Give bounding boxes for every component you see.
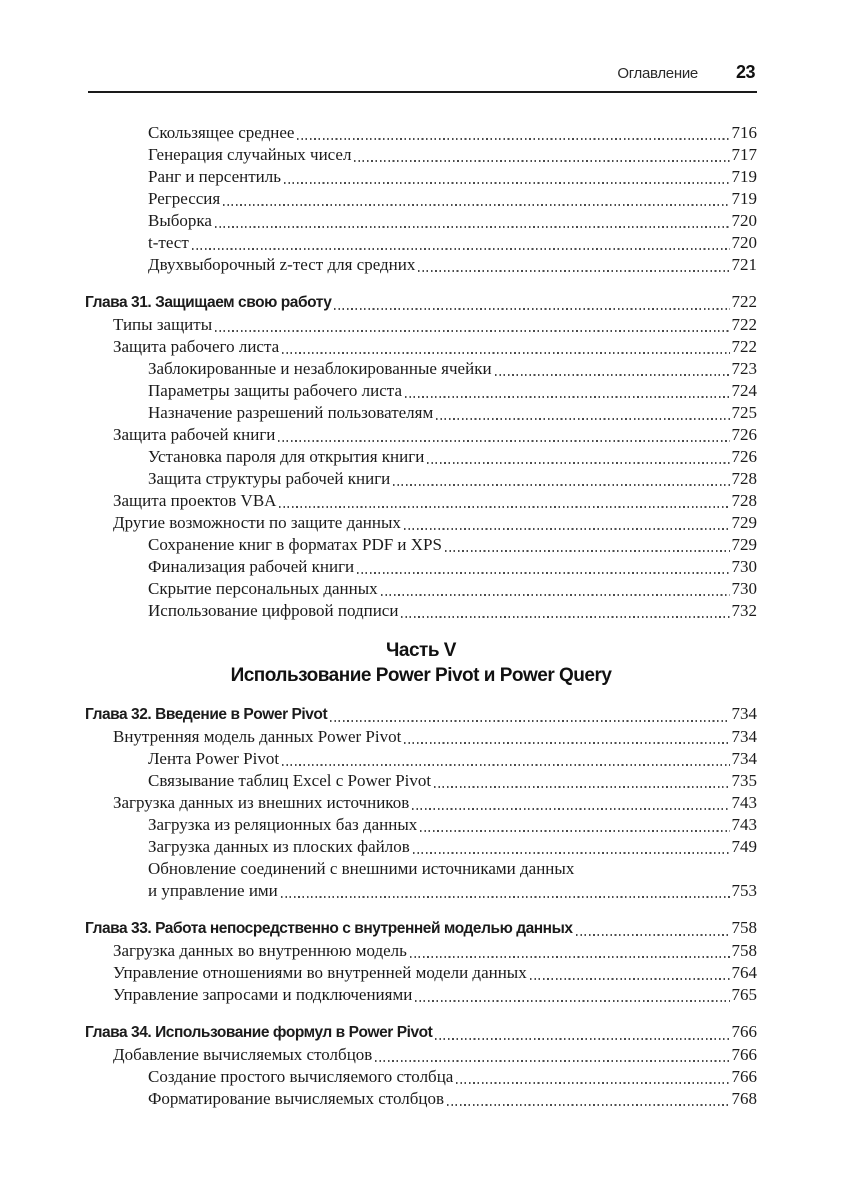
toc-entry-title: Параметры защиты рабочего листа [148,381,402,400]
dot-leader [420,830,729,832]
toc-entry-title: Типы защиты [113,315,213,334]
toc-entry-title: Внутренняя модель данных Power Pivot [113,727,402,746]
toc-entry-row [85,512,757,534]
toc-entry-row [85,962,757,984]
dot-leader [495,374,730,376]
toc-entry-title: Скрытие персональных данных [148,579,378,598]
toc-entry-page: 721 [731,255,757,274]
toc-entry-title: Регрессия [148,189,221,208]
dot-leader [410,956,730,958]
toc-entry-row [85,1088,757,1110]
toc-entry-page: 765 [731,985,757,1004]
toc-entry-title: Управление отношениями во внутренней модели данных [113,963,527,982]
toc-entry-row [85,600,757,622]
dot-leader [445,550,730,552]
toc-entry-page: 758 [731,918,757,937]
dot-leader [418,270,729,272]
dot-leader [435,1038,729,1040]
toc-entry-title: Установка пароля для открытия книги [148,447,425,466]
dot-leader [215,330,729,332]
toc-entry-title: Двухвыборочный z-тест для средних [148,255,416,274]
toc-entry-row [85,314,757,336]
toc-entry-row [85,814,757,836]
toc-entry-row [85,166,757,188]
toc-entry-page: 734 [731,749,757,768]
dot-leader [281,896,730,898]
toc-entry-title: Связывание таблиц Excel с Power Pivot [148,771,432,790]
toc-entry-page: 723 [731,359,757,378]
toc-entry-row [85,254,757,276]
dot-leader [282,764,729,766]
toc-entry-page: 743 [731,793,757,812]
toc-entry-page: 734 [731,704,757,723]
toc-chapter-row [85,917,757,940]
toc-entry-row [85,770,757,792]
toc-entry-page: 735 [731,771,757,790]
dot-leader [215,226,730,228]
toc-entry-row [85,402,757,424]
toc-entry-page: 753 [731,881,757,900]
toc-entry-page: 728 [731,469,757,488]
toc-entry-page: 719 [731,167,757,186]
toc-entry-page: 722 [731,337,757,356]
running-header-title: Оглавление [617,65,698,82]
toc-entry-title: Обновление соединений с внешними источниками данных [148,859,575,878]
toc-entry-page: 730 [731,557,757,576]
toc-entry-page: 732 [731,601,757,620]
toc-entry-title: Сохранение книг в форматах PDF и XPS [148,535,442,554]
toc-entry-title: t-тест [148,233,189,252]
toc-entry-row [85,578,757,600]
dot-leader [413,852,730,854]
toc-entry-page: 722 [731,315,757,334]
header-rule [88,91,757,93]
dot-leader [404,528,730,530]
part-header [85,638,757,688]
toc-entry-title: и управление ими [148,881,278,900]
toc-entry-row [85,534,757,556]
toc-entry-row [85,748,757,770]
toc-entry-title: Загрузка данных из плоских файлов [148,837,410,856]
part-header-line: Использование Power Pivot и Power Query [230,665,612,686]
toc-chapter-row [85,1021,757,1044]
dot-leader [282,352,729,354]
toc-entry-row [85,188,757,210]
page-content [85,0,757,1110]
toc-chapter-row [85,703,757,726]
toc-entry-title: Другие возможности по защите данных [113,513,401,532]
toc-entry-row [85,144,757,166]
toc-entry-row [85,726,757,748]
toc-list [85,122,757,1110]
dot-leader [436,418,729,420]
dot-leader [357,572,729,574]
toc-entry-page: 722 [731,292,757,311]
dot-leader [434,786,729,788]
toc-entry-page: 766 [731,1067,757,1086]
toc-entry-page: 729 [731,513,757,532]
dot-leader [427,462,729,464]
dot-leader [530,978,730,980]
dot-leader [192,248,730,250]
toc-entry-row [85,336,757,358]
toc-entry-row [85,446,757,468]
toc-entry-page: 725 [731,403,757,422]
dot-leader [415,1000,729,1002]
toc-entry-page: 720 [731,233,757,252]
dot-leader [404,742,729,744]
toc-entry-page: 716 [731,123,757,142]
dot-leader [576,934,730,936]
toc-entry-row [85,984,757,1006]
dot-leader [278,440,729,442]
toc-entry-title: Скользящее среднее [148,123,295,142]
toc-entry-title: Назначение разрешений пользователям [148,403,434,422]
dot-leader [447,1104,730,1106]
toc-entry-title: Загрузка из реляционных баз данных [148,815,418,834]
toc-entry-title: Глава 34. Использование формул в Power Pivot [85,1024,433,1041]
toc-entry-row [85,358,757,380]
running-header [85,0,757,83]
toc-entry-page: 726 [731,425,757,444]
toc-entry-row [85,940,757,962]
toc-entry-page: 743 [731,815,757,834]
toc-entry-title: Добавление вычисляемых столбцов [113,1045,373,1064]
part-header-line: Часть V [386,640,456,661]
dot-leader [330,720,729,722]
toc-entry-row [85,836,757,858]
toc-entry-title: Создание простого вычисляемого столбца [148,1067,454,1086]
toc-entry-title: Ранг и персентиль [148,167,281,186]
toc-entry-row [85,468,757,490]
toc-entry-title: Глава 32. Введение в Power Pivot [85,706,328,723]
toc-entry-title: Загрузка данных из внешних источников [113,793,410,812]
dot-leader [375,1060,729,1062]
dot-leader [354,160,729,162]
dot-leader [456,1082,729,1084]
toc-entry-row [85,792,757,814]
toc-entry-title: Глава 33. Работа непосредственно с внутренней моделью данных [85,920,573,937]
toc-entry-title: Форматирование вычисляемых столбцов [148,1089,444,1108]
toc-entry-row [85,122,757,144]
toc-entry-title: Защита рабочей книги [113,425,276,444]
toc-entry-page: 717 [731,145,757,164]
toc-entry-row [85,1066,757,1088]
dot-leader [412,808,729,810]
toc-entry-page: 764 [731,963,757,982]
toc-entry-row [85,858,757,880]
toc-chapter-row [85,291,757,314]
toc-entry-page: 729 [731,535,757,554]
dot-leader [334,308,729,310]
toc-entry-title: Защита проектов VBA [113,491,277,510]
toc-entry-title: Защита структуры рабочей книги [148,469,391,488]
dot-leader [279,506,729,508]
dot-leader [393,484,729,486]
toc-entry-title: Глава 31. Защищаем свою работу [85,294,332,311]
toc-entry-page: 758 [731,941,757,960]
toc-entry-title: Управление запросами и подключениями [113,985,413,1004]
page-number: 23 [735,62,755,82]
toc-entry-row [85,1044,757,1066]
dot-leader [401,616,729,618]
toc-entry-row [85,556,757,578]
dot-leader [381,594,730,596]
toc-entry-page: 720 [731,211,757,230]
dot-leader [405,396,730,398]
toc-entry-title: Заблокированные и незаблокированные ячейки [148,359,492,378]
toc-entry-page: 719 [731,189,757,208]
toc-entry-row [85,490,757,512]
toc-entry-title: Использование цифровой подписи [148,601,399,620]
toc-entry-page: 768 [731,1089,757,1108]
toc-entry-page: 766 [731,1045,757,1064]
toc-entry-title: Лента Power Pivot [148,749,280,768]
toc-entry-page: 724 [731,381,757,400]
toc-entry-page: 728 [731,491,757,510]
toc-entry-page: 749 [731,837,757,856]
toc-entry-title: Финализация рабочей книги [148,557,355,576]
toc-entry-title: Защита рабочего листа [113,337,280,356]
toc-entry-title: Генерация случайных чисел [148,145,352,164]
toc-entry-page: 730 [731,579,757,598]
toc-entry-page: 726 [731,447,757,466]
toc-entry-page: 766 [731,1022,757,1041]
dot-leader [223,204,729,206]
toc-entry-page: 734 [731,727,757,746]
toc-entry-row [85,210,757,232]
toc-entry-title: Выборка [148,211,212,230]
dot-leader [284,182,730,184]
toc-entry-row [85,232,757,254]
toc-entry-row [85,424,757,446]
toc-entry-row [85,880,757,902]
toc-entry-row [85,380,757,402]
toc-entry-title: Загрузка данных во внутреннюю модель [113,941,407,960]
dot-leader [297,138,729,140]
